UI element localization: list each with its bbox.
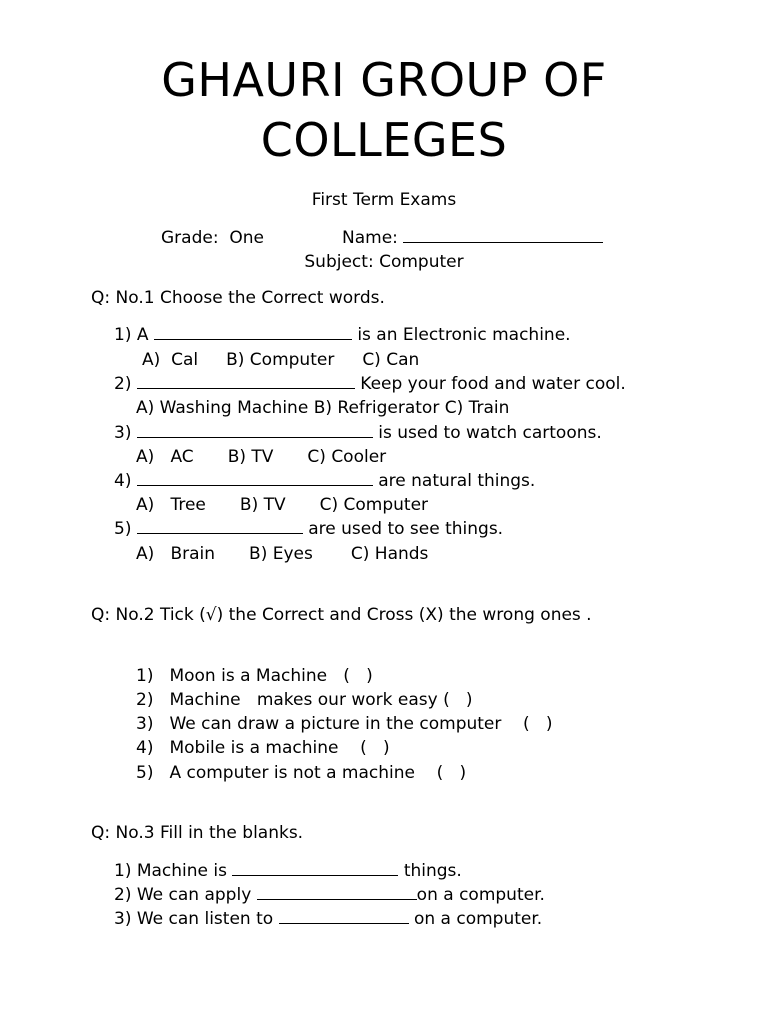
option-b: B) TV bbox=[239, 495, 286, 515]
q1-item-1 bbox=[114, 324, 571, 346]
item-text: Keep your food and water cool. bbox=[360, 374, 626, 394]
option-a: A) AC bbox=[136, 447, 194, 467]
item-text: are natural things. bbox=[378, 471, 536, 491]
exam-title: First Term Exams bbox=[311, 190, 457, 210]
q1-item-2 bbox=[114, 373, 626, 395]
q1-item-4 bbox=[114, 470, 535, 492]
option-c: C) Computer bbox=[319, 495, 429, 515]
college-title-line1: GHAURI GROUP OF bbox=[161, 53, 607, 107]
item-text: Moon is a Machine ( ) bbox=[169, 666, 373, 686]
q1-item-4-options bbox=[136, 494, 428, 516]
item-prefix: 2) We can apply bbox=[114, 885, 252, 905]
q1-item-5 bbox=[114, 518, 503, 540]
grade-line bbox=[161, 227, 264, 249]
item-prefix: 3) We can listen to bbox=[114, 909, 274, 929]
q1-item-3 bbox=[114, 422, 602, 444]
option-c: C) Cooler bbox=[307, 447, 387, 467]
q1-item-5-options bbox=[136, 543, 428, 565]
item-text: Machine makes our work easy ( ) bbox=[169, 690, 473, 710]
q2-heading: Q: No.2 Tick (√) the Correct and Cross (X) the wrong ones . bbox=[91, 605, 592, 625]
option-a: A) Cal bbox=[142, 350, 199, 370]
option-b: B) Computer bbox=[226, 350, 335, 370]
q3-item-2 bbox=[114, 884, 545, 906]
item-number: 2) bbox=[114, 374, 132, 394]
item-text: are used to see things. bbox=[308, 519, 504, 539]
name-blank[interactable] bbox=[403, 227, 603, 243]
option-b: B) TV bbox=[227, 447, 274, 467]
option-c: C) Hands bbox=[350, 544, 429, 564]
item-text: is used to watch cartoons. bbox=[378, 423, 602, 443]
name-label: Name: bbox=[342, 228, 398, 248]
item-text: on a computer. bbox=[413, 909, 543, 929]
q1-item-3-options bbox=[136, 446, 386, 468]
option-c: C) Can bbox=[362, 350, 420, 370]
subject-line: Subject: Computer bbox=[304, 252, 464, 272]
item-text: A computer is not a machine ( ) bbox=[169, 763, 467, 783]
item-number: 3) bbox=[136, 714, 154, 734]
grade-value: One bbox=[229, 228, 264, 248]
q3-item-3 bbox=[114, 908, 542, 930]
option-a: A) Washing Machine bbox=[136, 398, 309, 418]
q2-item-4 bbox=[136, 737, 390, 759]
q2-item-3 bbox=[136, 713, 552, 735]
item-text: things. bbox=[403, 861, 462, 881]
item-number: 3) bbox=[114, 423, 132, 443]
item-text: Mobile is a machine ( ) bbox=[169, 738, 390, 758]
item-number: 1) bbox=[136, 666, 154, 686]
q1-item-1-options bbox=[142, 349, 419, 371]
item-text: We can draw a picture in the computer ( ) bbox=[169, 714, 553, 734]
q2-item-1 bbox=[136, 665, 373, 687]
item-number: 4) bbox=[114, 471, 132, 491]
answer-blank[interactable] bbox=[137, 422, 373, 438]
item-text: on a computer. bbox=[416, 885, 545, 905]
item-prefix: 1) Machine is bbox=[114, 861, 227, 881]
name-line bbox=[342, 227, 603, 249]
item-number: 1) bbox=[114, 325, 132, 345]
option-a: A) Tree bbox=[136, 495, 206, 515]
item-number: 2) bbox=[136, 690, 154, 710]
item-number: 5) bbox=[136, 763, 154, 783]
answer-blank[interactable] bbox=[137, 518, 303, 534]
answer-blank[interactable] bbox=[137, 470, 373, 486]
answer-blank[interactable] bbox=[279, 908, 409, 924]
option-b: B) Eyes bbox=[249, 544, 313, 564]
q3-item-1 bbox=[114, 860, 462, 882]
college-title-line2: COLLEGES bbox=[260, 113, 508, 167]
item-prefix: A bbox=[136, 325, 149, 345]
option-a: A) Brain bbox=[136, 544, 216, 564]
q1-heading: Q: No.1 Choose the Correct words. bbox=[91, 288, 385, 308]
q3-heading: Q: No.3 Fill in the blanks. bbox=[91, 823, 304, 843]
option-b: B) Refrigerator bbox=[313, 398, 440, 418]
item-number: 5) bbox=[114, 519, 132, 539]
q1-item-2-options bbox=[136, 397, 509, 419]
answer-blank[interactable] bbox=[137, 373, 355, 389]
q2-item-2 bbox=[136, 689, 473, 711]
q2-item-5 bbox=[136, 762, 466, 784]
grade-label: Grade: bbox=[161, 228, 219, 248]
answer-blank[interactable] bbox=[257, 884, 417, 900]
answer-blank[interactable] bbox=[154, 324, 352, 340]
option-c: C) Train bbox=[444, 398, 510, 418]
item-text: is an Electronic machine. bbox=[357, 325, 571, 345]
item-number: 4) bbox=[136, 738, 154, 758]
answer-blank[interactable] bbox=[232, 860, 398, 876]
